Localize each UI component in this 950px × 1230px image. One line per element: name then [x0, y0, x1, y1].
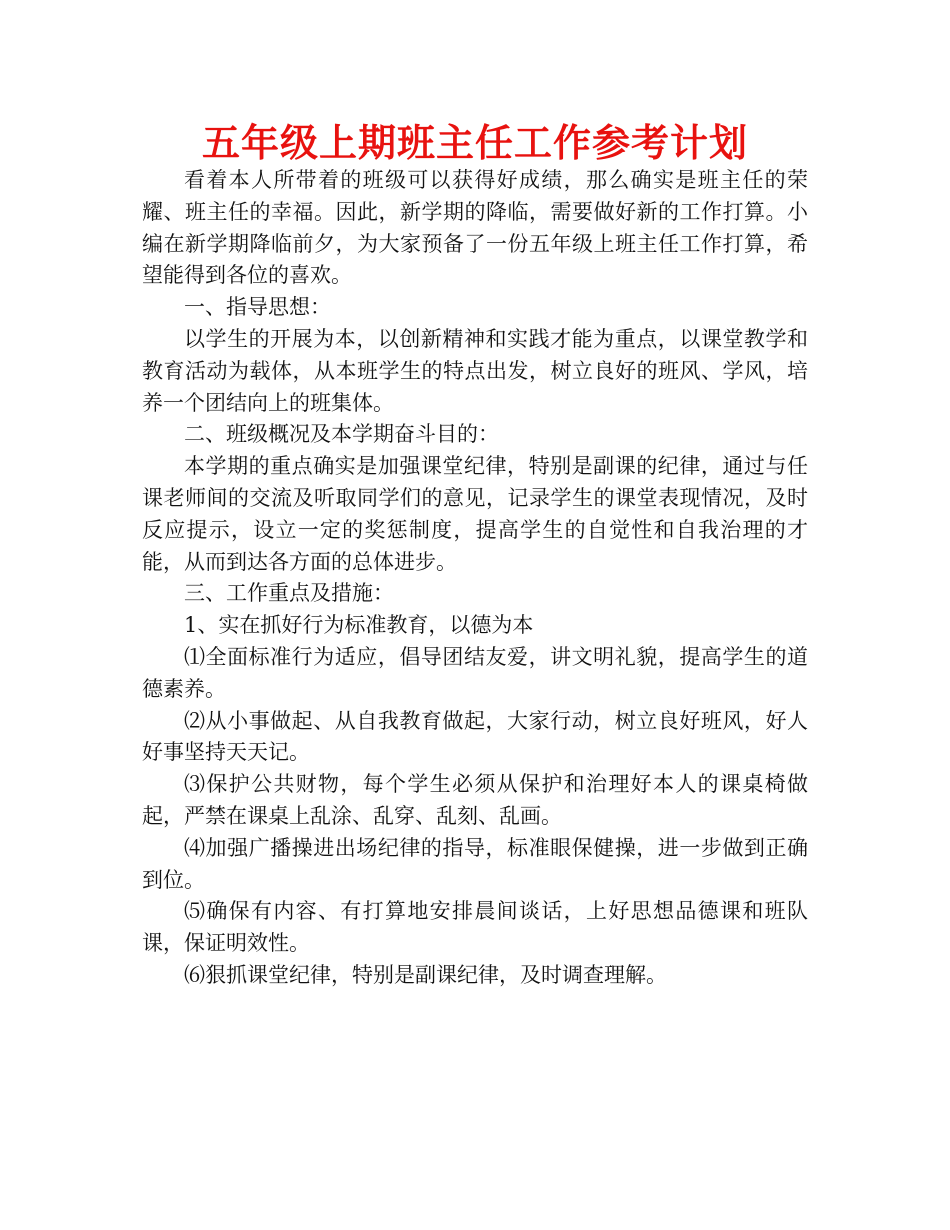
list-item-1: ⑴全面标准行为适应，倡导团结友爱，讲文明礼貌，提高学生的道德素养。 [142, 644, 808, 701]
document-title: 五年级上期班主任工作参考计划 [201, 121, 748, 165]
guiding-ideology-paragraph: 以学生的开展为本，以创新精神和实践才能为重点，以课堂教学和教育活动为载体，从本班学生的特点出发，树立良好的班风、学风，培养一个团结向上的班集体。 [142, 326, 808, 415]
list-item-3: ⑶保护公共财物，每个学生必须从保护和治理好本人的课桌椅做起，严禁在课桌上乱涂、乱穿、乱刻、乱画。 [142, 772, 808, 828]
section-heading-guiding-ideology: 一、指导思想： [184, 295, 331, 320]
list-item-6: ⑹狠抓课堂纪律，特别是副课纪律，及时调查理解。 [184, 962, 667, 987]
list-item-5: ⑸确保有内容、有打算地安排晨间谈话，上好思想品德课和班队课，保证明效性。 [142, 899, 808, 956]
list-item-2: ⑵从小事做起、从自我教育做起，大家行动，树立良好班风，好人好事坚持天天记。 [142, 708, 808, 765]
class-overview-paragraph: 本学期的重点确实是加强课堂纪律，特别是副课的纪律，通过与任课老师间的交流及听取同学们的意见，记录学生的课堂表现情况，及时反应提示，设立一定的奖惩制度，提高学生的自觉性和自我治理的才能，从而到达各方面的总体进步。 [142, 454, 808, 574]
section-heading-class-overview: 二、班级概况及本学期奋斗目的： [184, 422, 499, 447]
subheading-behavior-education: 1、实在抓好行为标准教育，以德为本 [184, 613, 534, 638]
document-body [142, 165, 808, 992]
list-item-4: ⑷加强广播操进出场纪律的指导，标准眼保健操，进一步做到正确到位。 [142, 835, 808, 892]
intro-paragraph: 看着本人所带着的班级可以获得好成绩，那么确实是班主任的荣耀、班主任的幸福。因此，新学期的降临，需要做好新的工作打算。小编在新学期降临前夕，为大家预备了一份五年级上班主任工作打算，希望能得到各位的喜欢。 [142, 168, 808, 288]
section-heading-work-focus: 三、工作重点及措施： [184, 581, 394, 606]
